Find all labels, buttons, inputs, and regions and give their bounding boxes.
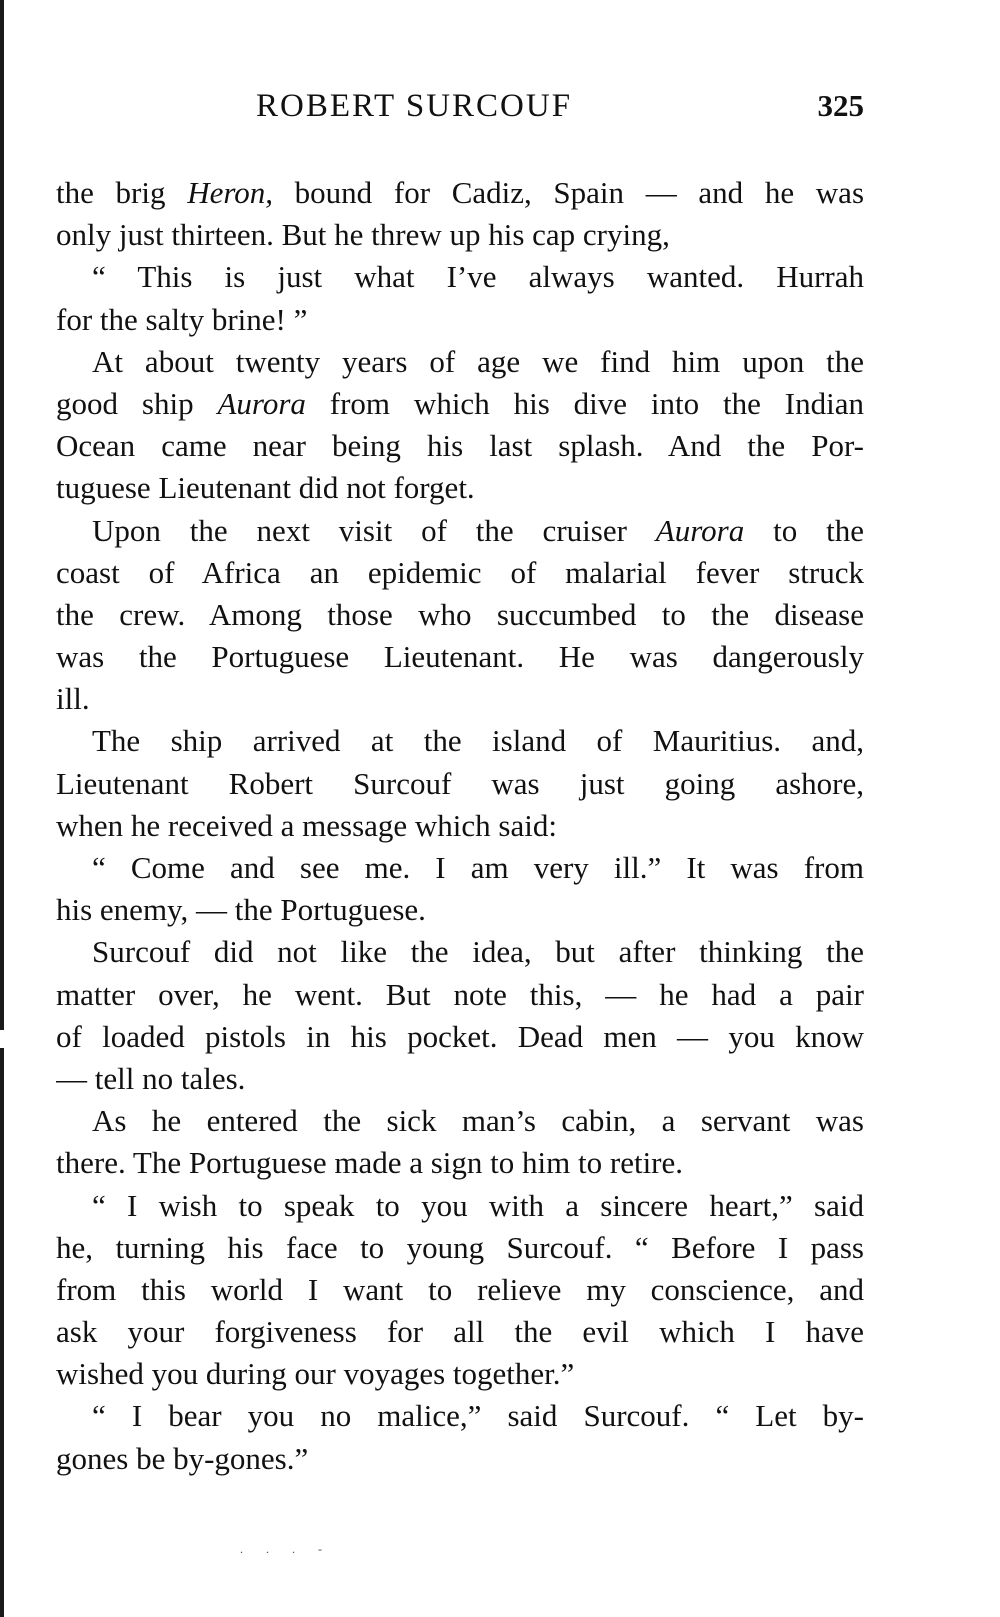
text-line: Lieutenant Robert Surcouf was just going ashore, bbox=[56, 765, 864, 801]
text-run: good ship bbox=[56, 385, 218, 421]
text-run: to the bbox=[744, 512, 864, 548]
text-run: Upon the next visit of the cruiser bbox=[92, 512, 656, 548]
text-line bbox=[56, 510, 864, 552]
text-line: was the Portuguese Lieutenant. He was dangerously bbox=[56, 639, 864, 675]
binding-edge bbox=[0, 0, 4, 1617]
text-line: matter over, he went. But note this, — he had a pair bbox=[56, 976, 864, 1012]
text-line: his enemy, — the Portuguese. bbox=[56, 892, 426, 928]
text-line: only just thirteen. But he threw up his cap crying, bbox=[56, 217, 670, 253]
text-line: “ Come and see me. I am very ill.” It was from bbox=[92, 850, 864, 885]
text-run: the brig bbox=[56, 175, 188, 210]
text-line: of loaded pistols in his pocket. Dead men — you know bbox=[56, 1018, 864, 1054]
text-line: “ I wish to speak to you with a sincere heart,” said bbox=[92, 1187, 864, 1223]
running-title: ROBERT SURCOUF bbox=[256, 88, 573, 124]
text-line: he, turning his face to young Surcouf. “ Before I pass bbox=[56, 1229, 864, 1265]
running-head bbox=[56, 86, 864, 126]
text-line: “ I bear you no malice,” said Surcouf. “ Let by- bbox=[92, 1398, 864, 1434]
text-line: gones be by-gones.” bbox=[56, 1440, 309, 1476]
text-line bbox=[56, 172, 864, 214]
stray-print-marks: . . . - bbox=[240, 1542, 332, 1556]
text-line: At about twenty years of age we find him upon the bbox=[92, 343, 864, 379]
ship-name: Aurora bbox=[655, 512, 745, 548]
text-run: bound for Cadiz, Spain — and he was bbox=[273, 175, 864, 210]
text-line: Ocean came near being his last splash. And the Por- bbox=[56, 428, 864, 464]
text-line: when he received a message which said: bbox=[56, 807, 557, 843]
text-line: wished you during our voyages together.” bbox=[56, 1356, 575, 1392]
text-line: for the salty brine! ” bbox=[56, 301, 308, 337]
text-line: coast of Africa an epidemic of malarial fever struck bbox=[56, 554, 864, 590]
body-text bbox=[56, 172, 864, 1480]
text-line: from this world I want to relieve my conscience, and bbox=[56, 1271, 864, 1307]
text-line: the crew. Among those who succumbed to the disease bbox=[56, 596, 864, 632]
text-line: there. The Portuguese made a sign to him to retire. bbox=[56, 1145, 684, 1181]
ship-name: Aurora bbox=[217, 385, 306, 421]
page-number: 325 bbox=[817, 88, 864, 123]
binding-edge-gap bbox=[0, 1030, 4, 1048]
text-line: ask your forgiveness for all the evil which I have bbox=[56, 1314, 864, 1350]
text-run: from which his dive into the Indian bbox=[305, 385, 864, 421]
text-line: tuguese Lieutenant did not forget. bbox=[56, 470, 475, 506]
text-line: — tell no tales. bbox=[56, 1060, 246, 1096]
ship-name: Heron, bbox=[187, 175, 273, 210]
text-line: Surcouf did not like the idea, but after thinking the bbox=[92, 934, 864, 970]
text-line: ill. bbox=[56, 681, 90, 717]
text-line bbox=[56, 383, 864, 425]
text-line: As he entered the sick man’s cabin, a servant was bbox=[92, 1103, 864, 1139]
text-line: The ship arrived at the island of Mauritius. and, bbox=[92, 723, 864, 759]
text-line: “ This is just what I’ve always wanted. Hurrah bbox=[92, 259, 864, 295]
